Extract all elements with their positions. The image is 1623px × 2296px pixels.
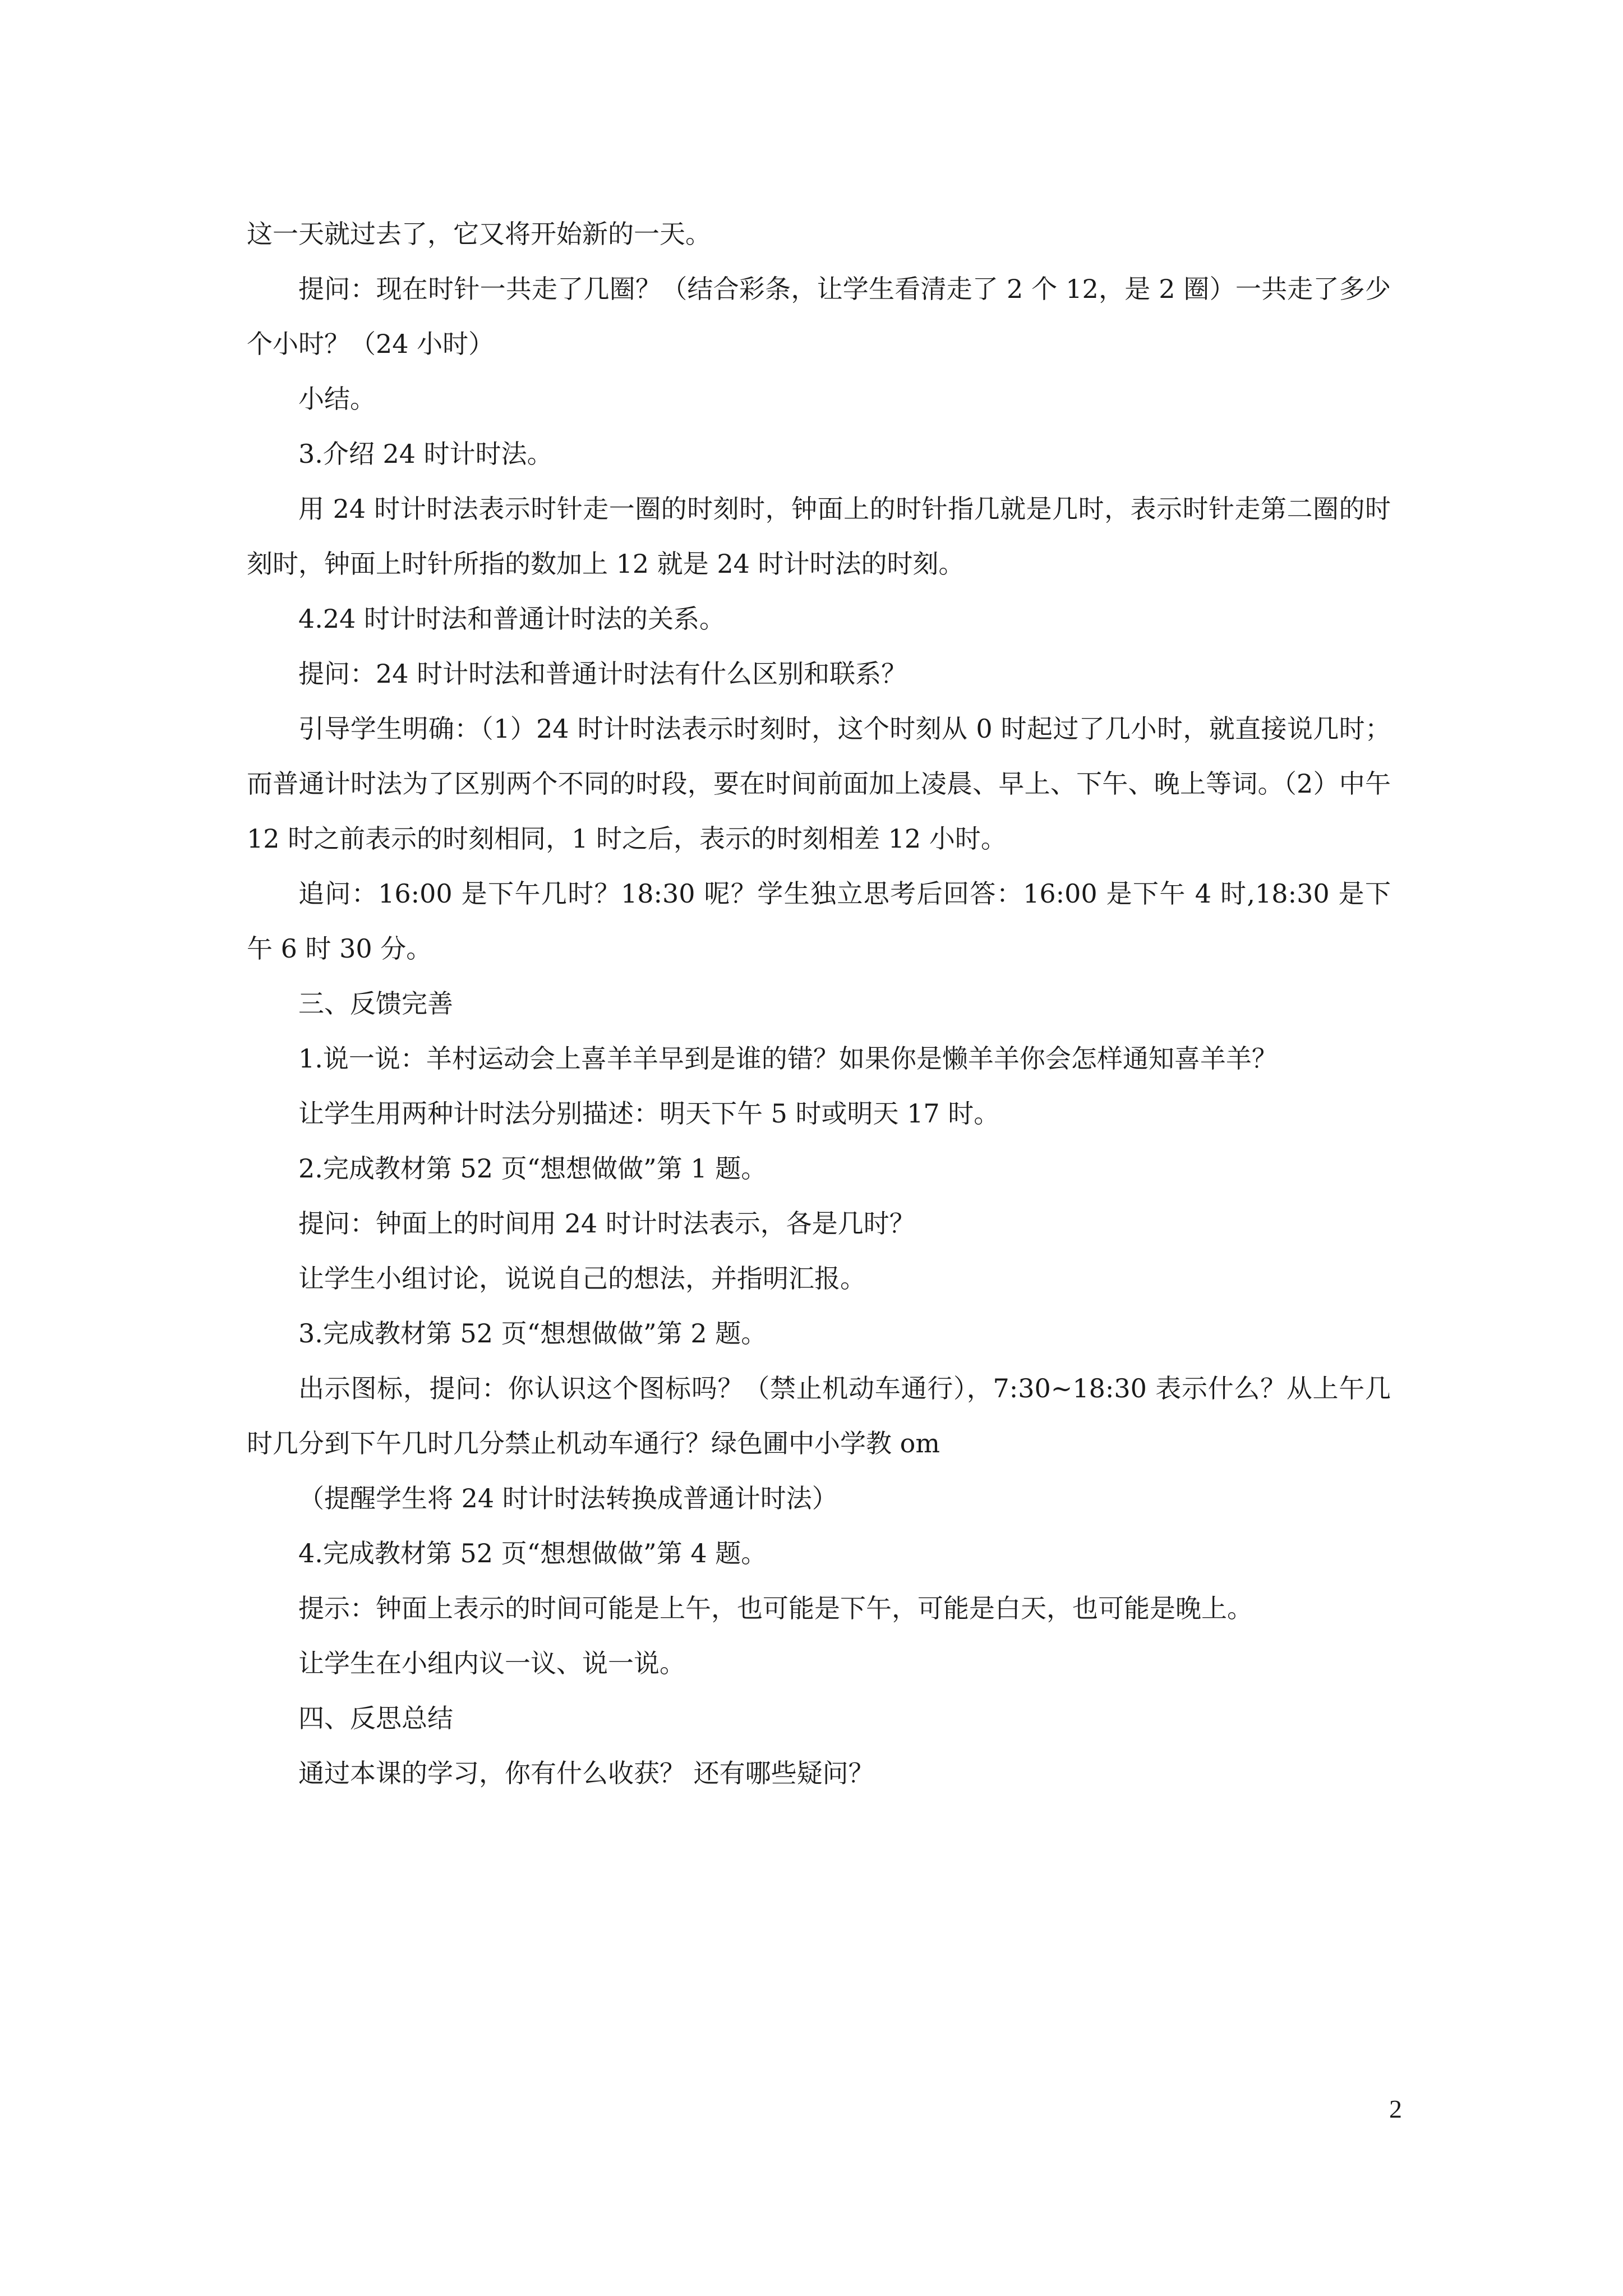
paragraph-hint: 提示：钟面上表示的时间可能是上午，也可能是下午，可能是白天，也可能是晚上。 <box>298 1593 1253 1623</box>
paragraph-24h-explanation: 用 24 时计时法表示时针走一圈的时刻时，钟面上的时针指几就是几时，表示时针走第二圈的时刻时，钟面上时针所指的数加上 12 就是 24 时计时法的时刻。 <box>247 494 1391 579</box>
paragraph-step-4: 4.24 时计时法和普通计时法的关系。 <box>298 604 726 634</box>
paragraph-group-discussion: 让学生小组讨论，说说自己的想法，并指明汇报。 <box>298 1263 866 1294</box>
paragraph-exercise-1: 1.说一说：羊村运动会上喜羊羊早到是谁的错？如果你是懒羊羊你会怎样通知喜羊羊？ <box>298 1043 1278 1074</box>
section-heading-feedback: 三、反馈完善 <box>298 988 453 1019</box>
document-body <box>247 206 1399 1801</box>
paragraph-reminder: （提醒学生将 24 时计时法转换成普通计时法） <box>298 1483 838 1513</box>
paragraph-continuation: 这一天就过去了，它又将开始新的一天。 <box>247 219 711 249</box>
paragraph-question-difference: 提问：24 时计时法和普通计时法有什么区别和联系？ <box>298 659 907 689</box>
section-heading-reflection: 四、反思总结 <box>298 1703 453 1733</box>
page-number: 2 <box>1389 2095 1402 2123</box>
paragraph-exercise-4: 4.完成教材第 52 页“想想做做”第 4 题。 <box>298 1538 767 1568</box>
paragraph-two-methods: 让学生用两种计时法分别描述：明天下午 5 时或明天 17 时。 <box>298 1098 1000 1129</box>
paragraph-step-3: 3.介绍 24 时计时法。 <box>298 439 553 469</box>
paragraph-summary: 小结。 <box>298 384 376 414</box>
paragraph-sign-question: 出示图标，提问：你认识这个图标吗？（禁止机动车通行），7:30~18:30 表示什么？从上午几时几分到下午几时几分禁止机动车通行？绿色圃中小学教 om <box>247 1373 1391 1458</box>
paragraph-follow-up: 追问：16:00 是下午几时？18:30 呢？学生独立思考后回答：16:00 是下午 4 时,18:30 是下午 6 时 30 分。 <box>247 878 1391 964</box>
paragraph-closing-question: 通过本课的学习，你有什么收获？ 还有哪些疑问？ <box>298 1758 874 1788</box>
paragraph-exercise-3: 3.完成教材第 52 页“想想做做”第 2 题。 <box>298 1318 767 1349</box>
paragraph-question-circles: 提问：现在时针一共走了几圈？（结合彩条，让学生看清走了 2 个 12，是 2 圈）一共走了多少个小时？（24 小时） <box>247 274 1391 359</box>
paragraph-exercise-2: 2.完成教材第 52 页“想想做做”第 1 题。 <box>298 1153 767 1184</box>
paragraph-guidance: 引导学生明确：（1）24 时计时法表示时刻时，这个时刻从 0 时起过了几小时，就直接说几时；而普通计时法为了区别两个不同的时段，要在时间前面加上凌晨、早上、下午、晚上等词。（2）中午 12 时之前表示的时刻相同，1 时之后，表示的时刻相差 12 小时。 <box>247 714 1399 854</box>
paragraph-group-talk: 让学生在小组内议一议、说一说。 <box>298 1648 685 1678</box>
paragraph-clock-question: 提问：钟面上的时间用 24 时计时法表示，各是几时？ <box>298 1208 915 1239</box>
